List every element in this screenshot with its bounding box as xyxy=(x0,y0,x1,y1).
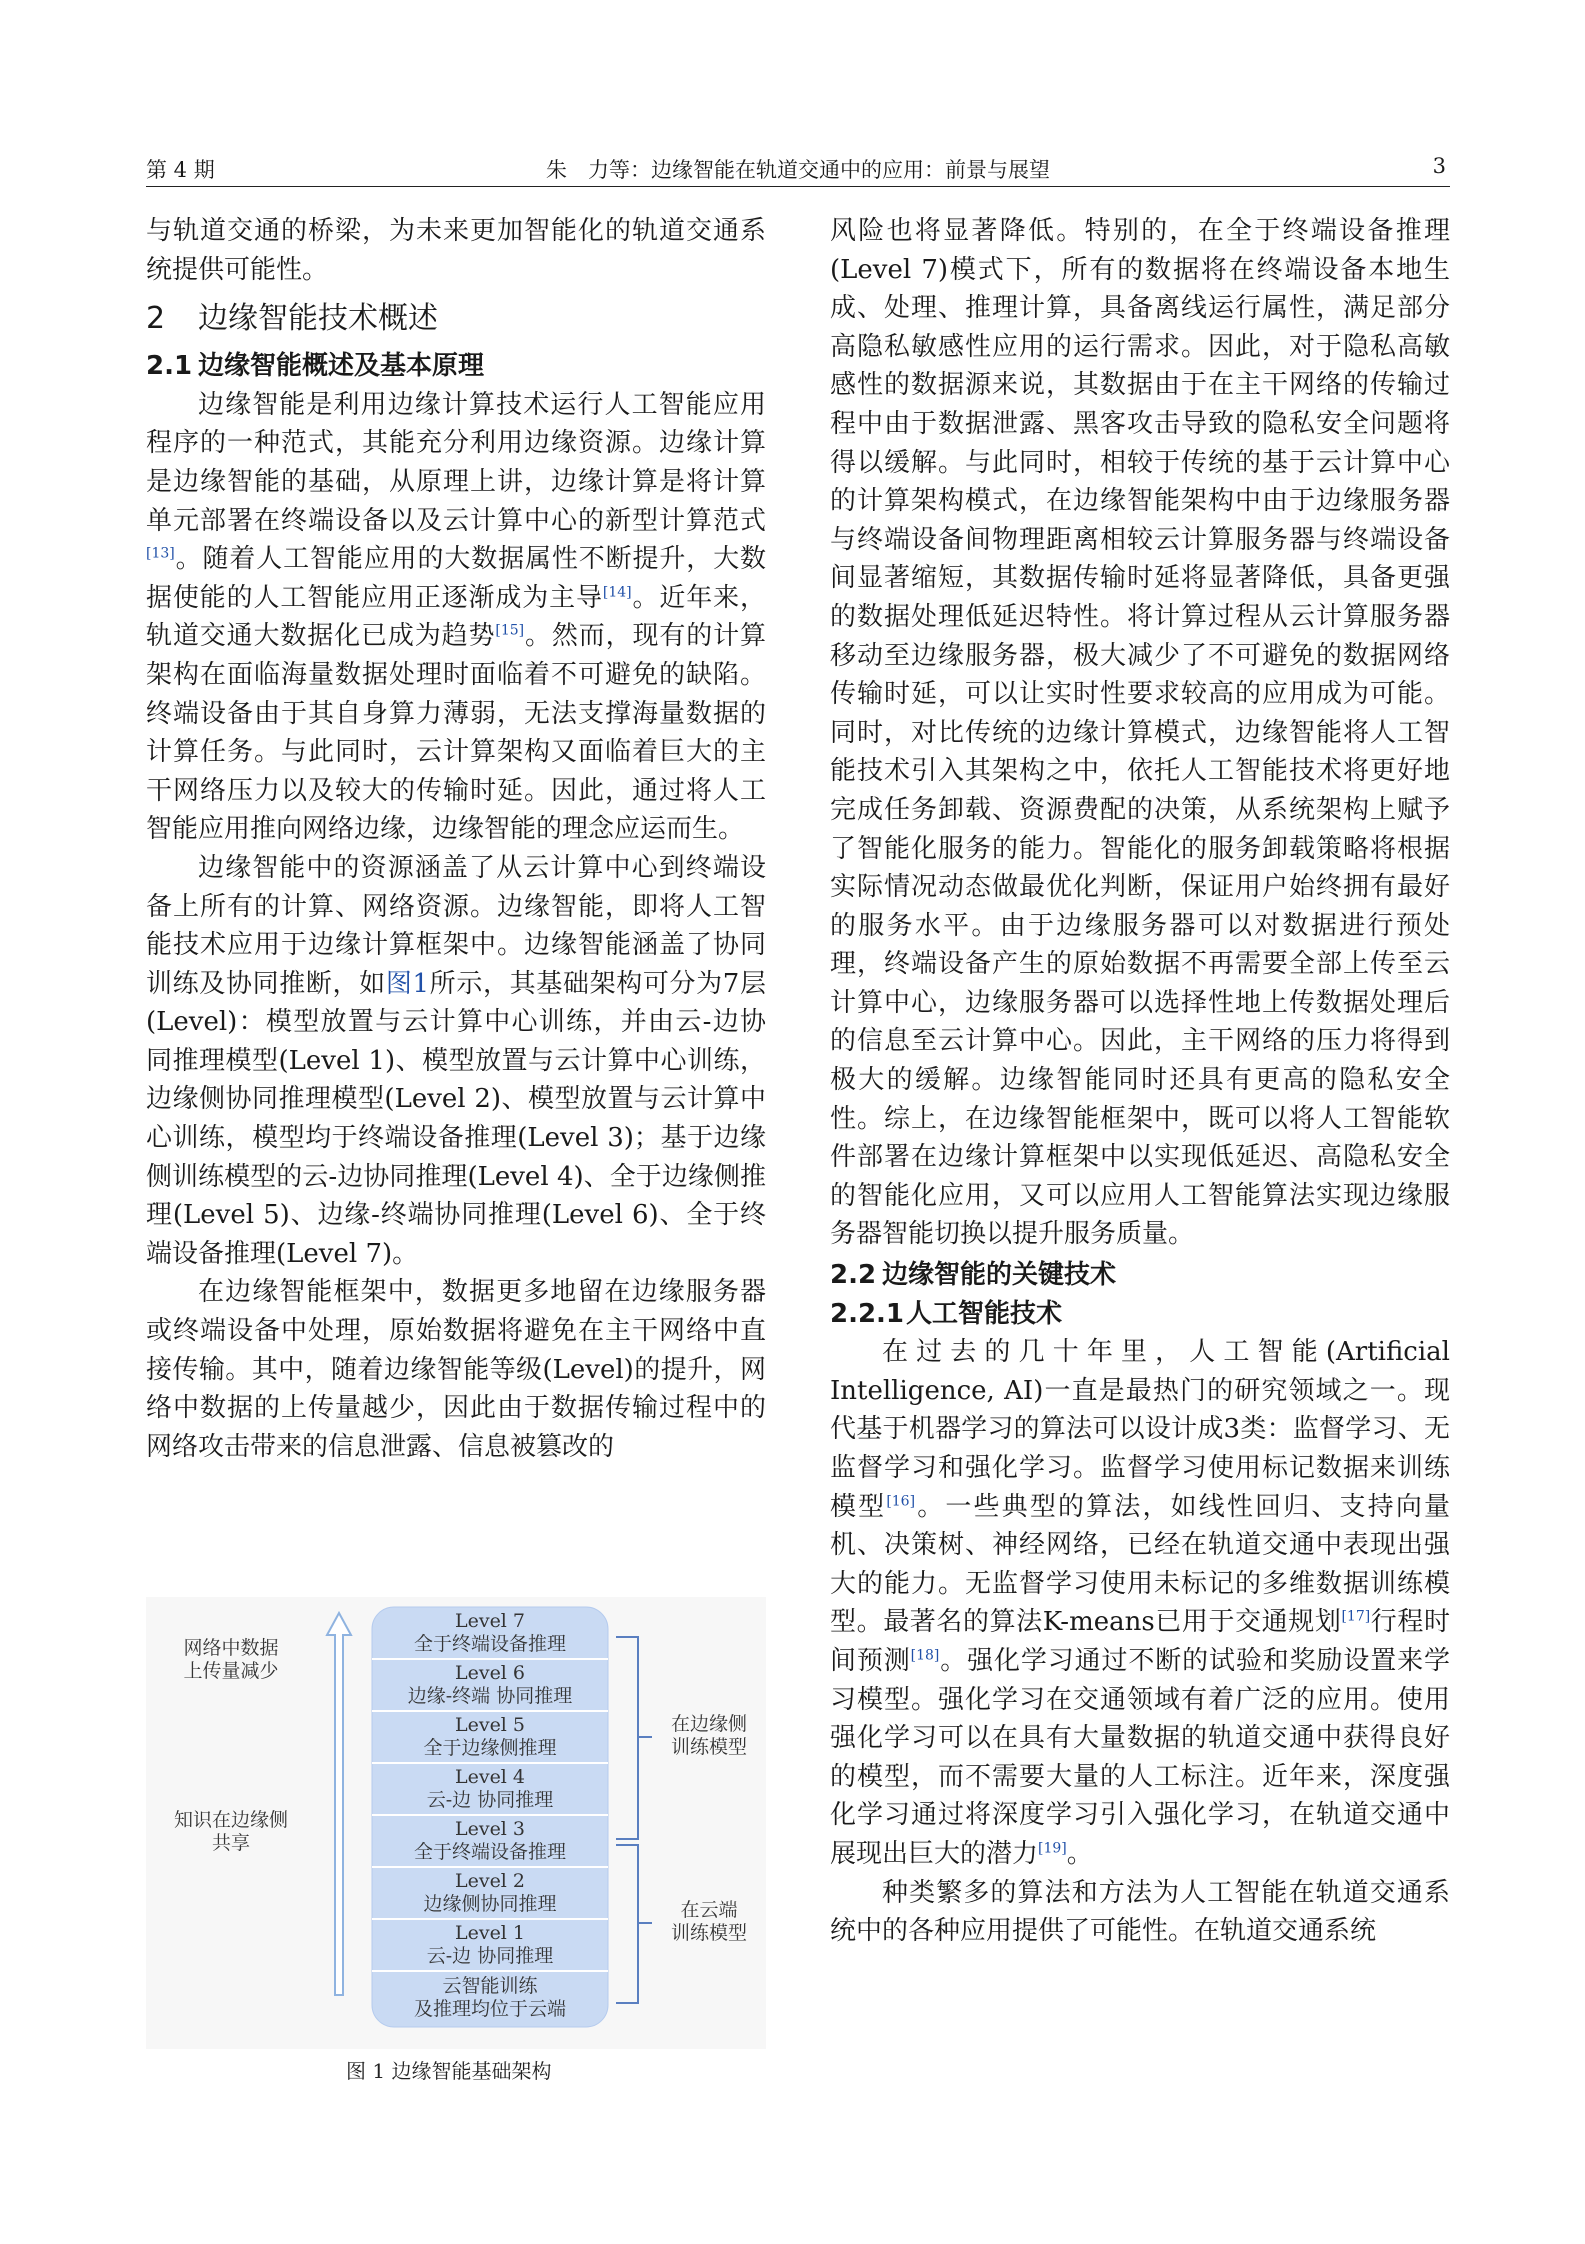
issue-number: 第 4 期 xyxy=(146,158,215,182)
cloud-base-box: 云智能训练 及推理均位于云端 xyxy=(413,1975,566,2020)
label-upload-reduced: 网络中数据 上传量减少 xyxy=(183,1637,279,1682)
citation-link[interactable]: [14] xyxy=(602,584,632,601)
citation-link[interactable]: [15] xyxy=(495,622,525,639)
figure-1 xyxy=(146,1597,766,2097)
level-3-box: Level 3 全于终端设备推理 xyxy=(413,1818,566,1863)
level-4-box: Level 4 云-边 协同推理 xyxy=(426,1766,554,1811)
level-6-box: Level 6 边缘-终端 协同推理 xyxy=(407,1662,573,1707)
paragraph: 边缘智能是利用边缘计算技术运行人工智能应用程序的一种范式，其能充分利用边缘资源。边缘计算是边缘智能的基础，从原理上讲，边缘计算是将计算单元部署在终端设备以及云计算中心的新型计算范式[13]。随着人工智能应用的大数据属性不断提升，大数据使能的人工智能应用正逐渐成为主导[14]。近年来，轨道交通大数据化已成为趋势[15]。然而，现有的计算架构在面临海量数据处理时面临着不可避免的缺陷。终端设备由于其自身算力薄弱，无法支撑海量数据的计算任务。与此同时，云计算架构又面临着巨大的主干网络压力以及较大的传输时延。因此，通过将人工智能应用推向网络边缘，边缘智能的理念应运而生。 xyxy=(146,389,766,845)
paragraph: 种类繁多的算法和方法为人工智能在轨道交通系统中的各种应用提供了可能性。在轨道交通系统 xyxy=(830,1877,1450,1947)
level-7-box: Level 7 全于终端设备推理 xyxy=(413,1610,566,1655)
page-number: 3 xyxy=(1432,154,1446,178)
left-column xyxy=(146,212,766,1466)
citation-link[interactable]: [16] xyxy=(886,1492,916,1509)
paragraph: 在过去的几十年里，人工智能(Artificial Intelligence, AI)一直是最热门的研究领域之一。现代基于机器学习的算法可以设计成3类：监督学习、无监督学习和强化学习。监督学习使用标记数据来训练模型[16]。一些典型的算法，如线性回归、支持向量机、决策树、神经网络，已经在轨道交通中表现出强大的能力。无监督学习使用未标记的多维数据训练模型。最著名的算法K-means已用于交通规划[17]行程时间预测[18]。强化学习通过不断的试验和奖励设置来学习模型。强化学习在交通领域有着广泛的应用。使用强化学习可以在具有大量数据的轨道交通中获得良好的模型，而不需要大量的人工标注。近年来，深度强化学习通过将深度学习引入强化学习，在轨道交通中展现出巨大的潜力[19]。 xyxy=(830,1337,1450,1869)
paragraph: 边缘智能中的资源涵盖了从云计算中心到终端设备上所有的计算、网络资源。边缘智能，即将人工智能技术应用于边缘计算框架中。边缘智能涵盖了协同训练及协同推断，如图1所示，其基础架构可分为7层(Level)：模型放置与云计算中心训练，并由云-边协同推理模型(Level 1)、模型放置与云计算中心训练，边缘侧协同推理模型(Level 2)、模型放置与云计算中心训练，模型均于终端设备推理(Level 3)；基于边缘侧训练模型的云-边协同推理(Level 4)、全于边缘侧推理(Level 5)、边缘-终端协同推理(Level 6)、全于终端设备推理(Level 7)。 xyxy=(146,852,766,1269)
level-1-box: Level 1 云-边 协同推理 xyxy=(426,1922,554,1967)
level-2-box: Level 2 边缘侧协同推理 xyxy=(423,1870,557,1915)
subsubsection-heading: 2.2.1人工智能技术 xyxy=(830,1298,1063,1329)
citation-link[interactable]: [18] xyxy=(910,1647,940,1664)
paragraph: 与轨道交通的桥梁，为未来更加智能化的轨道交通系统提供可能性。 xyxy=(146,216,766,285)
label-edge-sharing: 知识在边缘侧 共享 xyxy=(173,1809,288,1854)
paragraph: 在边缘智能框架中，数据更多地留在边缘服务器或终端设备中处理，原始数据将避免在主干网络中直接传输。其中，随着边缘智能等级(Level)的提升，网络中数据的上传量越少，因此由于数据传输过程中的网络攻击带来的信息泄露、信息被篡改的 xyxy=(146,1277,766,1462)
subsection-heading: 2.2 边缘智能的关键技术 xyxy=(830,1260,1117,1291)
citation-link[interactable]: [17] xyxy=(1341,1608,1371,1625)
right-column xyxy=(830,212,1450,1951)
citation-link[interactable]: [19] xyxy=(1038,1840,1067,1857)
running-header xyxy=(146,146,1450,187)
running-title: 朱 力等：边缘智能在轨道交通中的应用：前景与展望 xyxy=(546,158,1050,182)
figure-caption: 图 1 边缘智能基础架构 xyxy=(346,2059,552,2083)
paragraph: 风险也将显著降低。特别的，在全于终端设备推理(Level 7)模式下，所有的数据将在终端设备本地生成、处理、推理计算，具备离线运行属性，满足部分高隐私敏感性应用的运行需求。因此，对于隐私高敏感性的数据源来说，其数据由于在主干网络的传输过程中由于数据泄露、黑客攻击导致的隐私安全问题将得以缓解。与此同时，相较于传统的基于云计算中心的计算架构模式，在边缘智能架构中由于边缘服务器与终端设备间物理距离相较云计算服务器与终端设备间显著缩短，其数据传输时延将显著降低，具备更强的数据处理低延迟特性。将计算过程从云计算服务器移动至边缘服务器，极大减少了不可避免的数据网络传输时延，可以让实时性要求较高的应用成为可能。同时，对比传统的边缘计算模式，边缘智能将人工智能技术引入其架构之中，依托人工智能技术将更好地完成任务卸载、资源费配的决策，从系统架构上赋予了智能化服务的能力。智能化的服务卸载策略将根据实际情况动态做最优化判断，保证用户始终拥有最好的服务水平。由于边缘服务器可以对数据进行预处理，终端设备产生的原始数据不再需要全部上传至云计算中心，边缘服务器可以选择性地上传数据处理后的信息至云计算中心。因此，主干网络的压力将得到极大的缓解。边缘智能同时还具有更高的隐私安全性。综上，在边缘智能框架中，既可以将人工智能软件部署在边缘计算框架中以实现低延迟、高隐私安全的智能化应用，又可以应用人工智能算法实现边缘服务器智能切换以提升服务质量。 xyxy=(830,216,1450,1250)
figure-link[interactable]: 图1 xyxy=(385,968,430,999)
citation-link[interactable]: [13] xyxy=(146,545,175,562)
subsection-heading: 2.1 边缘智能概述及基本原理 xyxy=(146,351,485,382)
level-5-box: Level 5 全于边缘侧推理 xyxy=(423,1714,557,1759)
label-edge-training: 在边缘侧 训练模型 xyxy=(670,1713,747,1758)
section-heading: 2 边缘智能技术概述 xyxy=(146,301,438,337)
label-cloud-training: 在云端 训练模型 xyxy=(670,1899,747,1944)
